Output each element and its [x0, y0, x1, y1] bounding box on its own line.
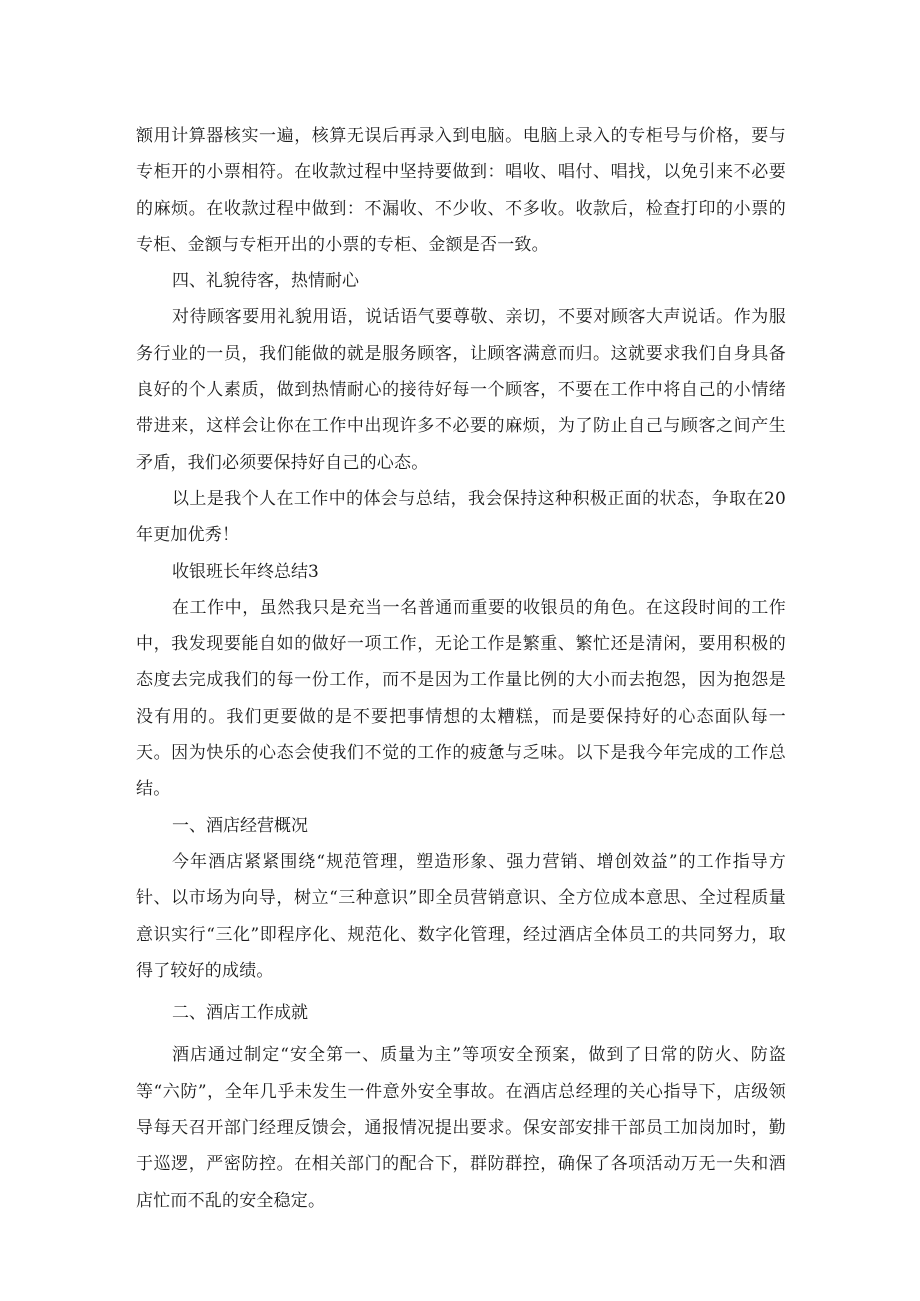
paragraph-hotel-overview: 今年酒店紧紧围绕“规范管理，塑造形象、强力营销、增创效益”的工作指导方针、以市场为向导，树立“三种意识”即全员营销意识、全方位成本意思、全过程质量意识实行“三化”即程序化、规范化、数字化管理，经过酒店全体员工的共同努力，取得了较好的成绩。: [136, 851, 786, 981]
paragraph-introduction: 在工作中，虽然我只是充当一名普通而重要的收银员的角色。在这段时间的工作中，我发现要能自如的做好一项工作，无论工作是繁重、繁忙还是清闲，要用积极的态度去完成我们的每一份工作，而不是因为工作量比例的大小而去抱怨，因为抱怨是没有用的。我们更要做的是不要把事情想的太糟糕，而是要保持好的心态面队每一天。因为快乐的心态会使我们不觉的工作的疲惫与乏味。以下是我今年完成的工作总结。: [136, 597, 786, 800]
section-heading-hotel-achievements: 二、酒店工作成就: [172, 1003, 308, 1024]
section-heading-hotel-overview: 一、酒店经营概况: [172, 815, 308, 836]
paragraph-cashier-procedure: 额用计算器核实一遍，核算无误后再录入到电脑。电脑上录入的专柜号与价格，要与专柜开的小票相符。在收款过程中坚持要做到：唱收、唱付、唱找，以免引来不必要的麻烦。在收款过程中做到：不漏收、不少收、不多收。收款后，检查打印的小票的专柜、金额与专柜开出的小票的专柜、金额是否一致。: [136, 126, 786, 255]
section-heading-courtesy: 四、礼貌待客，热情耐心: [172, 271, 359, 292]
document-body: [136, 118, 786, 1219]
document-subtitle: 收银班长年终总结3: [172, 561, 319, 582]
paragraph-courtesy: 对待顾客要用礼貌用语，说话语气要尊敬、亲切，不要对顾客大声说话。作为服务行业的一员，我们能做的就是服务顾客，让顾客满意而归。这就要求我们自身具备良好的个人素质，做到热情耐心的接待好每一个顾客，不要在工作中将自己的小情绪带进来，这样会让你在工作中出现许多不必要的麻烦，为了防止自己与顾客之间产生矛盾，我们必须要保持好自己的心态。: [136, 307, 786, 473]
paragraph-hotel-achievements: 酒店通过制定“安全第一、质量为主”等项安全预案，做到了日常的防火、防盗等“六防”，全年几乎未发生一件意外安全事故。在酒店总经理的关心指导下，店级领导每天召开部门经理反馈会，通报情况提出要求。保安部安排干部员工加岗加时，勤于巡逻，严密防控。在相关部门的配合下，群防群控，确保了各项活动万无一失和酒店忙而不乱的安全稳定。: [136, 1045, 786, 1211]
paragraph-conclusion: 以上是我个人在工作中的体会与总结，我会保持这种积极正面的状态，争取在20年更加优秀！: [136, 488, 786, 546]
